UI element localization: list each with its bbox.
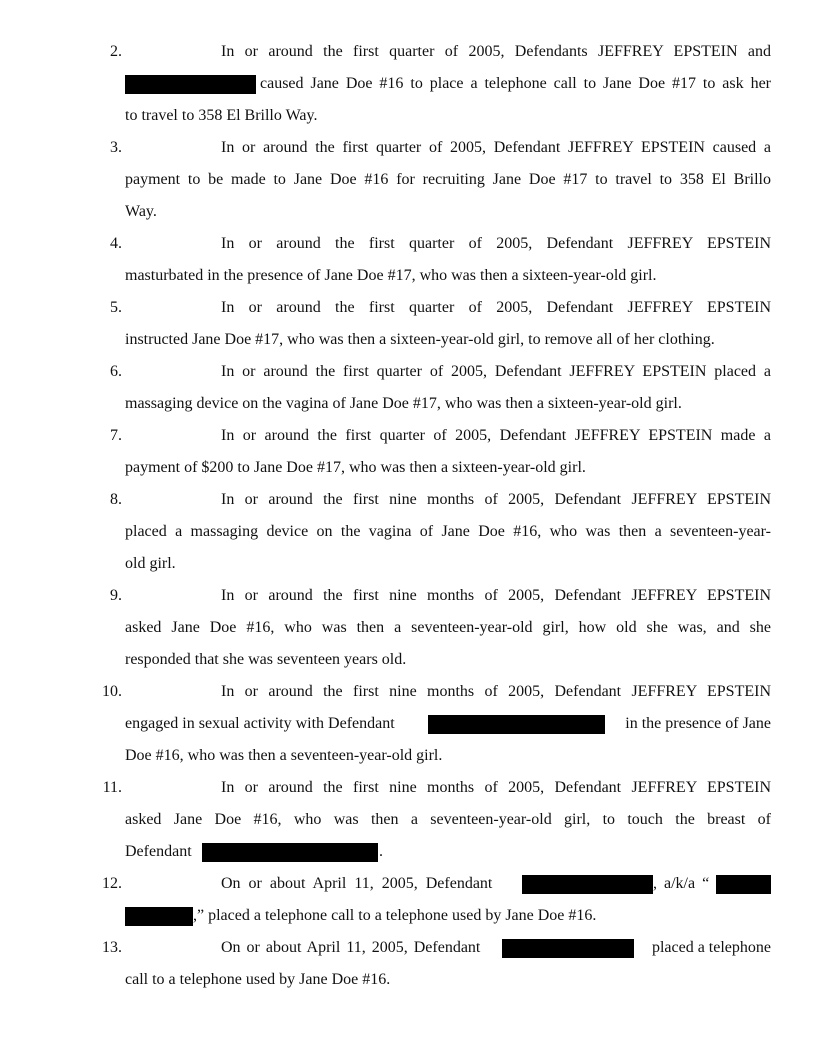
paragraph-line: caused Jane Doe #16 to place a telephone call to Jane Doe #17 to ask her — [260, 75, 771, 92]
paragraph-line: engaged in sexual activity with Defendant — [125, 715, 395, 732]
paragraph-line: . — [379, 843, 383, 860]
redaction-bar — [522, 875, 653, 894]
redaction-bar — [125, 907, 193, 926]
paragraph-line: asked Jane Doe #16, who was then a seventeen-year-old girl, to touch the breast of — [125, 811, 771, 828]
redaction-bar — [202, 843, 378, 862]
paragraph-line: placed a telephone — [651, 939, 771, 956]
paragraph-line: , a/k/a “ — [653, 875, 710, 892]
paragraph-line: In or around the first nine months of 2005, Defendant JEFFREY EPSTEIN — [221, 683, 771, 700]
paragraph-number: 13. — [102, 939, 122, 956]
paragraph-line: In or around the first quarter of 2005, Defendant JEFFREY EPSTEIN caused a — [221, 139, 771, 156]
paragraph-line: Way. — [125, 203, 157, 220]
paragraph-number: 7. — [110, 427, 122, 444]
paragraph-number: 12. — [102, 875, 122, 892]
paragraph-line: masturbated in the presence of Jane Doe #17, who was then a sixteen-year-old girl. — [125, 267, 657, 284]
paragraph-line: to travel to 358 El Brillo Way. — [125, 107, 318, 124]
redaction-bar — [428, 715, 605, 734]
paragraph-line: call to a telephone used by Jane Doe #16. — [125, 971, 391, 988]
paragraph-line: ,” placed a telephone call to a telephone used by Jane Doe #16. — [193, 907, 597, 924]
redaction-bar — [502, 939, 634, 958]
paragraph-line: On or about April 11, 2005, Defendant — [221, 939, 481, 956]
paragraph-line: Defendant — [125, 843, 192, 860]
paragraph-number: 5. — [110, 299, 122, 316]
paragraph-number: 2. — [110, 43, 122, 60]
redaction-bar — [125, 75, 256, 94]
paragraph-line: responded that she was seventeen years old. — [125, 651, 407, 668]
paragraph-line: In or around the first nine months of 2005, Defendant JEFFREY EPSTEIN — [221, 779, 771, 796]
paragraph-line: asked Jane Doe #16, who was then a seventeen-year-old girl, how old she was, and she — [125, 619, 771, 636]
paragraph-number: 9. — [110, 587, 122, 604]
paragraph-line: Doe #16, who was then a seventeen-year-old girl. — [125, 747, 443, 764]
paragraph-line: in the presence of Jane — [625, 715, 771, 732]
paragraph-line: massaging device on the vagina of Jane Doe #17, who was then a sixteen-year-old girl. — [125, 395, 682, 412]
paragraph-line: payment to be made to Jane Doe #16 for recruiting Jane Doe #17 to travel to 358 El Brillo — [125, 171, 771, 188]
paragraph-number: 8. — [110, 491, 122, 508]
paragraph-number: 11. — [102, 779, 122, 796]
paragraph-line: In or around the first nine months of 2005, Defendant JEFFREY EPSTEIN — [221, 491, 771, 508]
paragraph-number: 3. — [110, 139, 122, 156]
paragraph-number: 10. — [102, 683, 122, 700]
paragraph-line: On or about April 11, 2005, Defendant — [221, 875, 493, 892]
paragraph-line: In or around the first nine months of 2005, Defendant JEFFREY EPSTEIN — [221, 587, 771, 604]
paragraph-line: In or around the first quarter of 2005, Defendant JEFFREY EPSTEIN — [221, 235, 771, 252]
paragraph-line: payment of $200 to Jane Doe #17, who was then a sixteen-year-old girl. — [125, 459, 586, 476]
paragraph-number: 6. — [110, 363, 122, 380]
paragraph-number: 4. — [110, 235, 122, 252]
redaction-bar — [716, 875, 771, 894]
paragraph-line: old girl. — [125, 555, 176, 572]
paragraph-line: In or around the first quarter of 2005, Defendants JEFFREY EPSTEIN and — [221, 43, 771, 60]
paragraph-line: In or around the first quarter of 2005, Defendant JEFFREY EPSTEIN made a — [221, 427, 771, 444]
paragraph-line: In or around the first quarter of 2005, Defendant JEFFREY EPSTEIN — [221, 299, 771, 316]
paragraph-line: instructed Jane Doe #17, who was then a sixteen-year-old girl, to remove all of her clothing. — [125, 331, 715, 348]
paragraph-line: In or around the first quarter of 2005, Defendant JEFFREY EPSTEIN placed a — [221, 363, 771, 380]
paragraph-line: placed a massaging device on the vagina of Jane Doe #16, who was then a seventeen-year- — [125, 523, 771, 540]
